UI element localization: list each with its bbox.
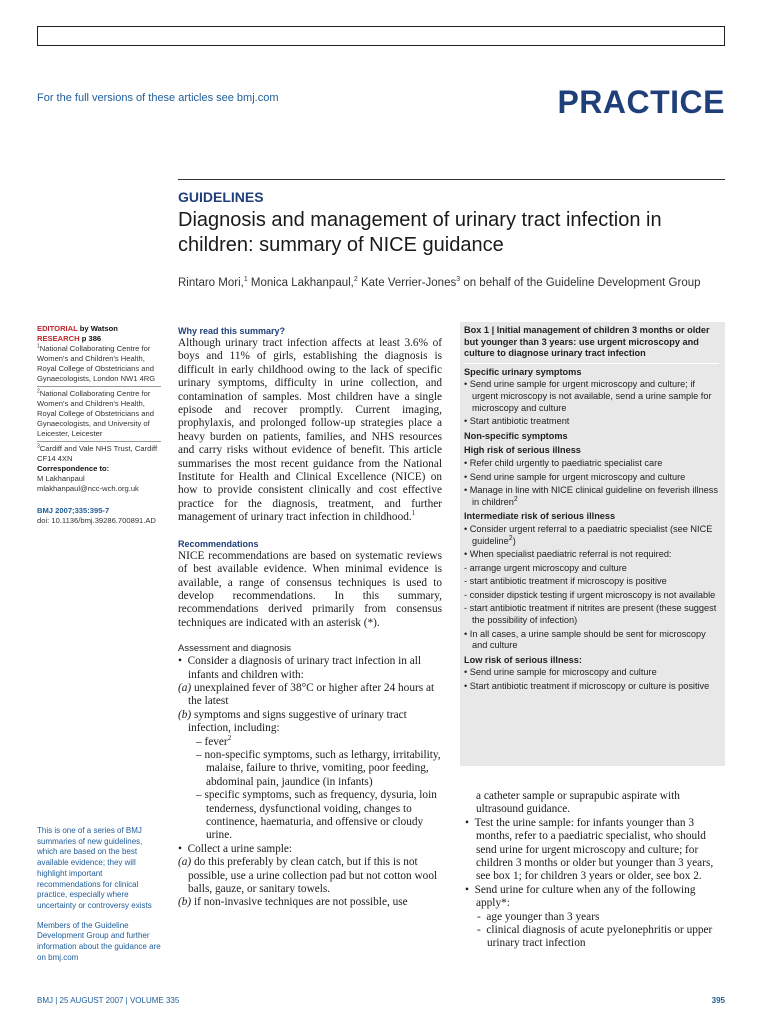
author-affil: 1: [243, 276, 248, 284]
author-name: Rintaro Mori,: [178, 277, 244, 289]
series-note: [37, 826, 161, 972]
list-item: - age younger than 3 years: [477, 910, 600, 923]
box-heading: Intermediate risk of serious illness: [464, 511, 616, 522]
assessment-heading: Assessment and diagnosis: [178, 643, 292, 655]
correspondence-name: M Lakhanpaul: [37, 474, 85, 483]
header-rule: [178, 179, 725, 180]
box-heading: Low risk of serious illness:: [464, 654, 582, 665]
box-item: • In all cases, a urine sample should be sent for microscopy and culture: [464, 628, 706, 651]
author-name: Kate Verrier-Jones: [357, 277, 457, 289]
why-paragraph: Although urinary tract infection affects at least 3.6% of boys and 11% of girls, establishing the diagnosis is difficult in early childhood owing to the lack of specific urinary symptoms, difficulty in urine collection, and contamination of samples. Most children have a single episode and recover promptly. Current imaging, prophylaxis, and prolonged follow-up strategies place a heavy burden on patients, families, and NHS resources and carry risks without evidence of benefit. This article summarises the most recent guidance from the National Institute for Health and Clinical Excellence (NICE) on how to provide consistent clinically and cost effective practice for the diagnosis, treatment, and further management of urinary tract infection in childhood.$^1$: [178, 337, 442, 524]
box-heading: Specific urinary symptoms: [464, 366, 582, 377]
list-item: • Consider a diagnosis of urinary tract infection in all infants and children with:: [178, 655, 422, 681]
box-item: - consider dipstick testing if urgent microscopy is not available: [464, 589, 716, 600]
box-item: • Start antibiotic treatment: [464, 416, 570, 427]
article-title: Diagnosis and management of urinary tract infection in children: summary of NICE guidance: [178, 209, 662, 256]
list-item: • Send urine for culture when any of the following apply*:: [465, 883, 696, 910]
box-item: • Manage in line with NICE clinical guideline on feverish illness in children$^2$: [464, 485, 718, 507]
page-number: 395: [711, 996, 725, 1005]
author-affil: 3: [456, 276, 461, 284]
list-item: – non-specific symptoms, such as lethargy, irritability, malaise, failure to thrive, vomiting, poor feeding, abdominal pain, jaundice (in infants): [196, 748, 441, 788]
main-column-2: [460, 790, 725, 951]
doi: doi: 10.1136/bmj.39286.700891.AD: [37, 516, 156, 525]
citation: BMJ 2007;335:395-7: [37, 506, 110, 515]
list-item: • Test the urine sample: for infants younger than 3 months, refer to a paediatric specialist, who should send urine for urgent microscopy and culture; for children 3 months or older but younger than 3 years, see box 1; for children 3 years or older, see box 2.: [465, 816, 714, 883]
research-link[interactable]: RESEARCH p 386: [37, 334, 102, 343]
box-item: • Send urine sample for urgent microscopy and culture: [464, 471, 686, 482]
box-item: • Send urine sample for urgent microscopy and culture; if urgent microscopy is not available, send a urine sample for microscopy and culture: [464, 379, 712, 413]
list-item: (a) do this preferably by clean catch, but if this is not possible, use a urine collection pad but not cotton wool balls, gauze, or sanitary towels.: [178, 856, 438, 896]
list-item: (b) symptoms and signs suggestive of urinary tract infection, including:: [178, 708, 407, 735]
box-item: • When specialist paediatric referral is not required:: [464, 549, 672, 560]
full-versions-link[interactable]: For the full versions of these articles see bmj.com: [37, 92, 279, 104]
list-item: – fever$^2$: [196, 733, 232, 748]
affiliation: $^3$Cardiff and Vale NHS Trust, Cardiff CF14 4XN: [37, 443, 158, 463]
author-group: on behalf of the Guideline Development Group: [460, 277, 701, 289]
box-item: • Refer child urgently to paediatric specialist care: [464, 457, 663, 468]
members-note-text: Members of the Guideline Development Group and further information about the guidance are on bmj.com: [37, 920, 161, 962]
box-title: Box 1 | Initial management of children 3 months or older but younger than 3 years: use urgent microscopy and culture to diagnose urinary tract infection: [464, 325, 719, 364]
box-item: • Start antibiotic treatment if microscopy or culture is positive: [464, 681, 710, 692]
recommendations-paragraph: NICE recommendations are based on systematic reviews of best available evidence. When minimal evidence is available, a range of consensus techniques is used to develop recommendations. In this summary, recommendations derived primarily from consensus techniques are indicated with an asterisk (*).: [178, 549, 442, 629]
correspondence-email[interactable]: mlakhanpaul@ncc-wch.org.uk: [37, 484, 139, 493]
editorial-link[interactable]: EDITORIAL by Watson: [37, 324, 118, 333]
box-item: - start antibiotic treatment if nitrites are present (these suggest the possibility of infection): [464, 603, 717, 626]
why-heading: Why read this summary?: [178, 326, 286, 336]
main-column-1: [178, 325, 442, 910]
box-item: • Send urine sample for microscopy and culture: [464, 667, 657, 678]
sidebar: [37, 324, 161, 526]
box-item: - start antibiotic treatment if microscopy is positive: [464, 576, 667, 587]
affiliation: $^1$National Collaborating Centre for Women's and Children's Health, Royal College of Obstetricians and Gynaecologists, London NW1 4RG: [37, 343, 156, 383]
box-item: • Consider urgent referral to a paediatric specialist (see NICE guideline$^2$): [464, 523, 713, 546]
list-item: • Collect a urine sample:: [178, 842, 293, 855]
box-heading: Non-specific symptoms: [464, 430, 568, 441]
author-name: Monica Lakhanpaul,: [247, 277, 354, 289]
section-label: PRACTICE: [557, 84, 725, 120]
box-heading: High risk of serious illness: [464, 445, 581, 456]
recommendations-heading: Recommendations: [178, 538, 259, 549]
author-affil: 2: [353, 276, 358, 284]
footer-issue: BMJ | 25 AUGUST 2007 | VOLUME 335: [37, 996, 180, 1005]
list-item: - clinical diagnosis of acute pyelonephritis or upper urinary tract infection: [477, 924, 713, 950]
affiliation: $^2$National Collaborating Centre for Women's and Children's Health, Royal College of Obstetricians and Gynaecologists, and University of Leicester, Leicester: [37, 388, 154, 438]
list-item: – specific symptoms, such as frequency, dysuria, loin tenderness, dysfunctional voiding, changes to continence, haematuria, and offensive or cloudy urine.: [196, 789, 437, 842]
box-item: - arrange urgent microscopy and culture: [464, 562, 627, 573]
divider: [37, 386, 161, 387]
list-item: (a) unexplained fever of 38°C or higher after 24 hours at the latest: [178, 681, 435, 708]
list-item: (b) if non-invasive techniques are not possible, use: [178, 896, 408, 909]
list-item: a catheter sample or suprapubic aspirate with ultrasound guidance.: [476, 790, 680, 816]
author-list: [178, 277, 725, 289]
header-frame: [37, 26, 725, 46]
article-kicker: GUIDELINES: [178, 189, 264, 205]
correspondence-label: Correspondence to:: [37, 464, 110, 473]
box-1: [460, 322, 725, 766]
series-note-text: This is one of a series of BMJ summaries of new guidelines, which are based on the best available evidence; they will highlight important recommendations for clinical practice, especially where uncertainty or controversy exists: [37, 826, 152, 910]
divider: [37, 441, 161, 442]
